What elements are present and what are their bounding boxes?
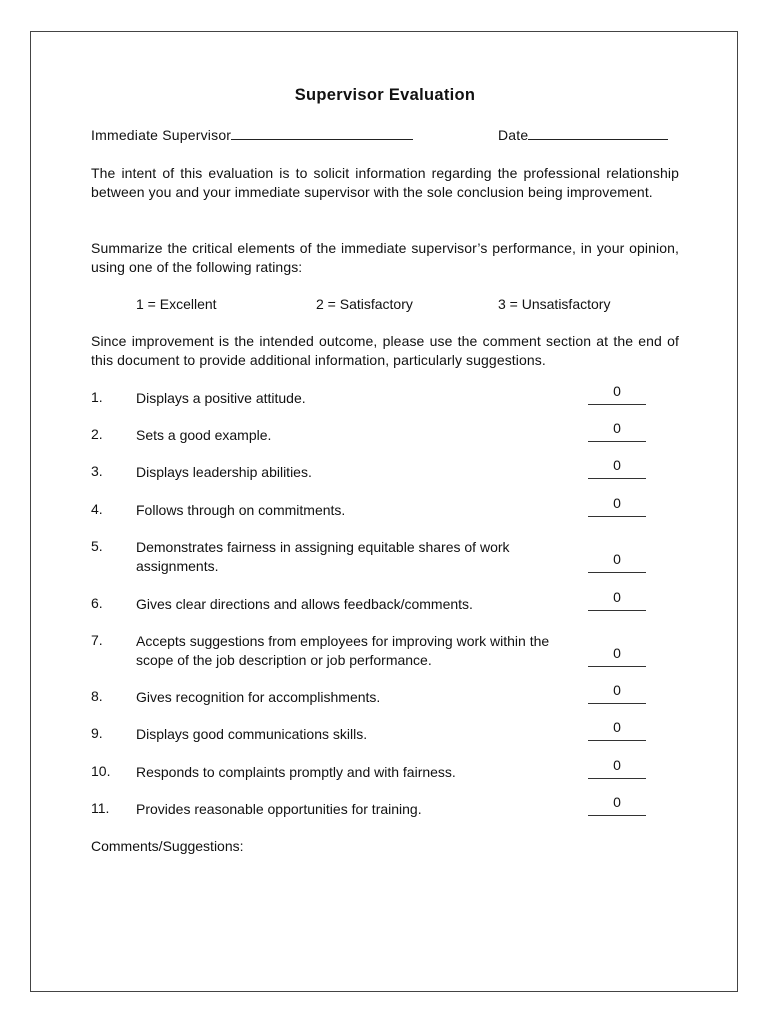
score-field[interactable]: 0 <box>588 682 646 704</box>
instructions-paragraph: Since improvement is the intended outcome, please use the comment section at the end of this document to provide additional information, particularly suggestions. <box>91 333 679 368</box>
item-number: 11. <box>91 800 110 816</box>
score-field[interactable]: 0 <box>588 645 646 667</box>
item-number: 6. <box>91 595 103 611</box>
score-field[interactable]: 0 <box>588 794 646 816</box>
supervisor-field <box>91 127 413 143</box>
item-text: Accepts suggestions from employees for improving work within the scope of the job description or job performance. <box>136 633 550 668</box>
rating-satisfactory: 2 = Satisfactory <box>316 296 413 312</box>
item-number: 5. <box>91 538 103 554</box>
item-number: 10. <box>91 763 111 779</box>
summary-paragraph: Summarize the critical elements of the immediate supervisor’s performance, in your opinion, using one of the following ratings: <box>91 240 679 275</box>
page-title: Supervisor Evaluation <box>294 86 476 104</box>
score-field[interactable]: 0 <box>588 383 646 405</box>
supervisor-input[interactable] <box>231 127 413 140</box>
score-field[interactable]: 0 <box>588 457 646 479</box>
supervisor-label: Immediate Supervisor <box>91 127 232 143</box>
item-text: Displays good communications skills. <box>136 726 368 742</box>
item-text: Responds to complaints promptly and with fairness. <box>136 764 456 780</box>
item-text: Displays leadership abilities. <box>136 464 312 480</box>
item-text: Provides reasonable opportunities for training. <box>136 801 422 817</box>
score-field[interactable]: 0 <box>588 495 646 517</box>
date-input[interactable] <box>528 127 668 140</box>
item-number: 4. <box>91 501 103 517</box>
score-field[interactable]: 0 <box>588 719 646 741</box>
item-number: 2. <box>91 426 103 442</box>
score-field[interactable]: 0 <box>588 757 646 779</box>
date-label: Date <box>498 127 529 143</box>
rating-excellent: 1 = Excellent <box>136 296 217 312</box>
intro-paragraph: The intent of this evaluation is to solicit information regarding the professional relationship between you and your immediate supervisor with the sole conclusion being improvement. <box>91 165 679 200</box>
date-field <box>498 127 668 143</box>
item-number: 9. <box>91 725 103 741</box>
comments-label: Comments/Suggestions: <box>91 838 244 854</box>
item-text: Gives clear directions and allows feedback/comments. <box>136 596 473 612</box>
score-field[interactable]: 0 <box>588 589 646 611</box>
item-number: 7. <box>91 632 103 648</box>
item-text: Displays a positive attitude. <box>136 390 306 406</box>
item-text: Follows through on commitments. <box>136 502 346 518</box>
item-text: Gives recognition for accomplishments. <box>136 689 381 705</box>
item-number: 3. <box>91 463 103 479</box>
item-text: Demonstrates fairness in assigning equitable shares of work assignments. <box>136 539 510 574</box>
item-number: 8. <box>91 688 103 704</box>
item-number: 1. <box>91 389 103 405</box>
rating-unsatisfactory: 3 = Unsatisfactory <box>498 296 611 312</box>
score-field[interactable]: 0 <box>588 551 646 573</box>
item-text: Sets a good example. <box>136 427 272 443</box>
score-field[interactable]: 0 <box>588 420 646 442</box>
